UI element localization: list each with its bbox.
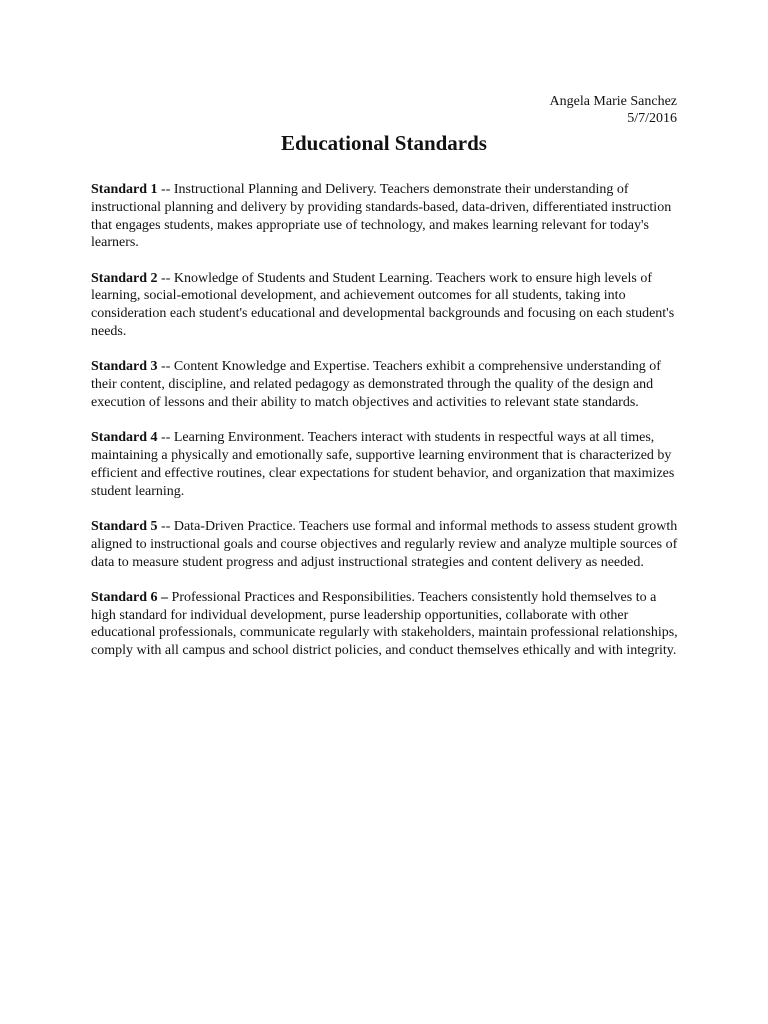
standard-label: Standard 2 [91, 270, 158, 286]
standard-text: Content Knowledge and Expertise. Teachers exhibit a comprehensive understanding of their content, discipline, and related pedagogy as demonstrated through the quality of the design and execution of lessons and their ability to match objectives and activities to relevant state standards. [91, 359, 661, 410]
standard-text: Data-Driven Practice. Teachers use formal and informal methods to assess student growth aligned to instructional goals and course objectives and regularly review and analyze multiple sources of data to measure student progress and adjust instructional strategies and content delivery as needed. [91, 518, 678, 570]
document-date: 5/7/2016 [627, 111, 677, 126]
standard-separator: -- [157, 518, 174, 534]
standard-separator: -- [157, 270, 174, 286]
standard-paragraph-4 [91, 429, 683, 500]
standard-paragraph-2 [91, 270, 683, 341]
standard-paragraph-1 [91, 181, 683, 252]
author-name: Angela Marie Sanchez [549, 94, 677, 109]
standard-label: Standard 4 [91, 430, 158, 446]
standard-separator: -- [157, 430, 174, 446]
header-block [550, 93, 678, 127]
standards-list [91, 181, 683, 678]
standard-text: Instructional Planning and Delivery. Teachers demonstrate their understanding of instructional planning and delivery by providing standards-based, data-driven, differentiated instruction that engages students, makes appropriate use of technology, and makes learning relevant for today's learners. [91, 182, 672, 251]
standard-separator: -- [157, 182, 174, 197]
standard-paragraph-5 [91, 518, 683, 571]
standard-text: Professional Practices and Responsibilities. Teachers consistently hold themselves to a high standard for individual development, purse leadership opportunities, collaborate with other educational professionals, communicate regularly with stakeholders, maintain professional relationships, comply with all campus and school district policies, and conduct themselves ethically and with integrity. [91, 589, 678, 659]
standard-label: Standard 3 [91, 359, 158, 375]
standard-separator: -- [157, 359, 174, 375]
page-title: Educational Standards [281, 131, 487, 155]
standard-text: Knowledge of Students and Student Learning. Teachers work to ensure high levels of learning, social-emotional development, and achievement outcomes for all students, taking into consideration each student's educational and developmental backgrounds and focusing on each student's needs. [91, 270, 675, 340]
standard-label: Standard 5 [91, 518, 158, 534]
standard-text: Learning Environment. Teachers interact with students in respectful ways at all times, maintaining a physically and emotionally safe, supportive learning environment that is characterized by efficient and effective routines, clear expectations for student behavior, and organization that maximizes student learning. [91, 430, 675, 499]
standard-paragraph-6 [91, 589, 683, 660]
standard-paragraph-3 [91, 358, 683, 411]
standard-label: Standard 1 [91, 182, 158, 197]
standard-label: Standard 6 – [91, 589, 169, 605]
